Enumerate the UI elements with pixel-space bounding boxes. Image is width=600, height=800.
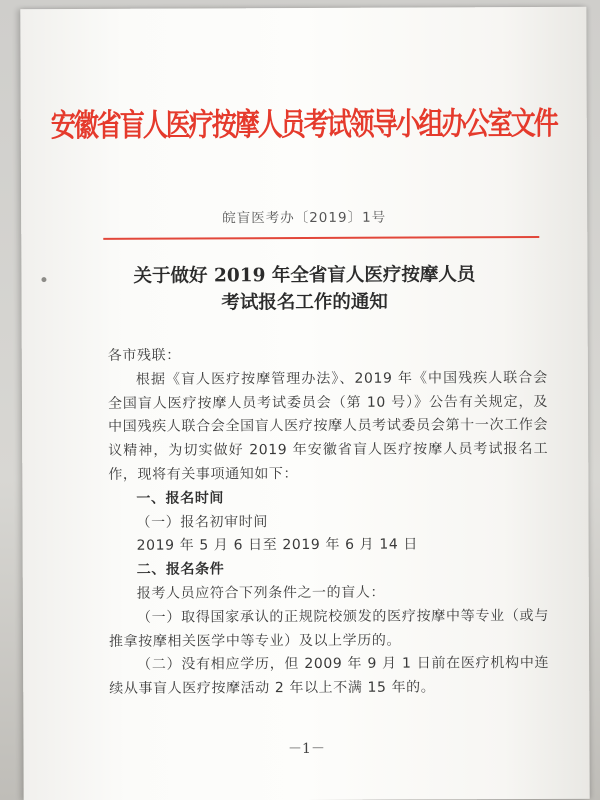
section-2-heading: 二、报名条件	[136, 561, 225, 578]
notice-title-line-1: 关于做好 2019 年全省盲人医疗按摩人员	[133, 264, 476, 287]
salutation: 各市残联：	[107, 347, 181, 364]
document-body	[108, 343, 550, 702]
intro-paragraph: 根据《盲人医疗按摩管理办法》、2019 年《中国残疾人联合会全国盲人医疗按摩人员考试委员会（第 10 号）》公告有关规定，及中国残疾人联合会全国盲人医疗按摩人员考试委员会第十一次工作会议精神，为切实做好 2019 年安徽省盲人医疗按摩人员考试报名工作，现将有关事项通知如下：	[107, 369, 549, 483]
page-number: －1－	[288, 740, 325, 758]
section-2-item-1: （一）取得国家承认的正规院校颁发的医疗按摩中等专业（或与推拿按摩相关医学中等专业）及以上学历的。	[108, 607, 549, 650]
section-1-sub-1-heading: （一）报名初审时间	[136, 513, 268, 531]
notice-title	[21, 261, 587, 317]
document-header-title: 安徽省盲人医疗按摩人员考试领导小组办公室文件	[50, 105, 557, 144]
section-1-heading: 一、报名时间	[136, 490, 225, 507]
document-page	[20, 7, 589, 800]
notice-title-line-2: 考试报名工作的通知	[221, 291, 388, 314]
section-2-lead: 报考人员应符合下列条件之一的盲人：	[136, 584, 386, 602]
section-2-item-2: （二）没有相应学历，但 2009 年 9 月 1 日前在医疗机构中连续从事盲人医疗按摩活动 2 年以上不满 15 年的。	[109, 655, 550, 698]
section-1-sub-1-text: 2019 年 5 月 6 日至 2019 年 6 月 14 日	[136, 536, 419, 555]
red-separator-line	[103, 236, 539, 240]
document-number: 皖盲医考办〔2019〕1号	[222, 209, 387, 227]
